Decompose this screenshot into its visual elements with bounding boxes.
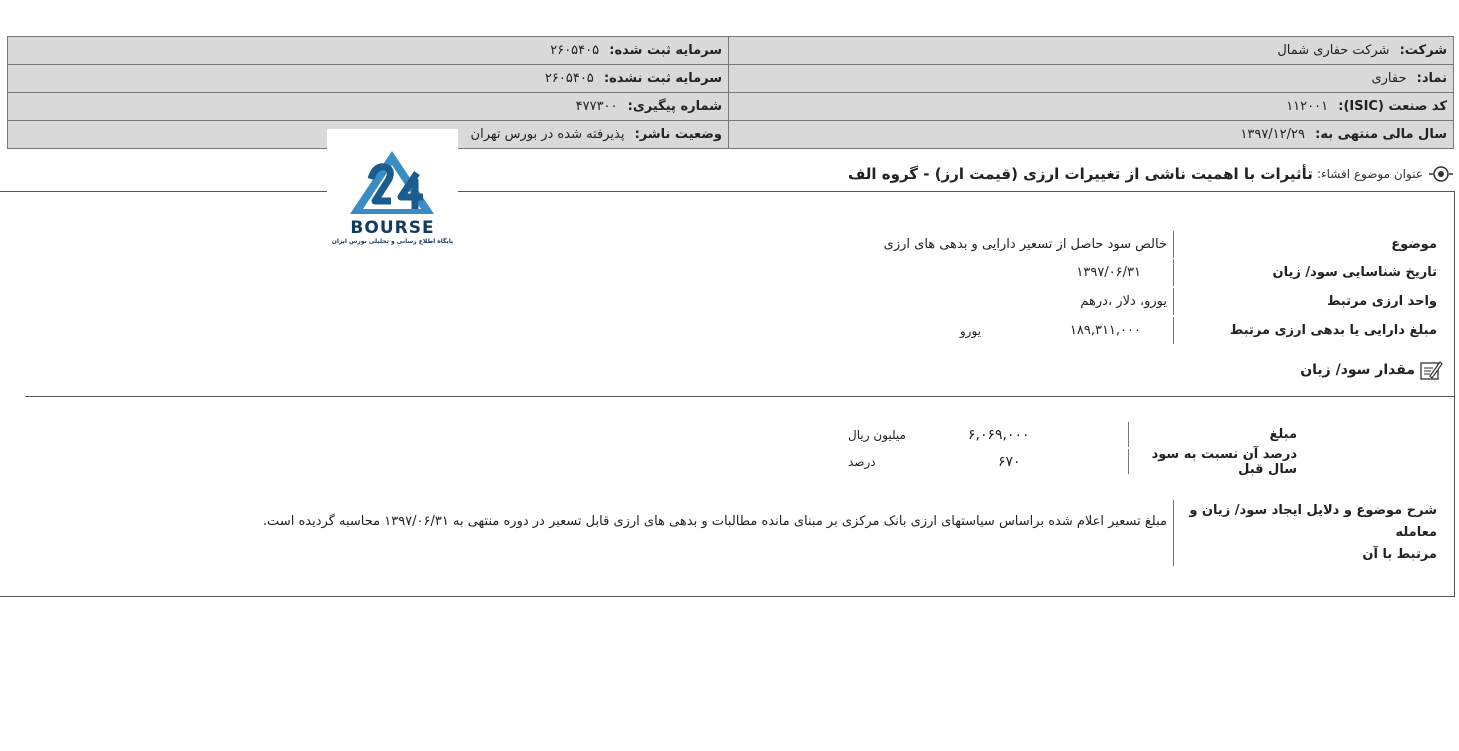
- company-info-table: [7, 36, 1454, 149]
- subject-row: [884, 231, 1443, 258]
- isic-value: ۱۱۲۰۰۱: [1286, 99, 1329, 114]
- fiscal-value: ۱۳۹۷/۱۲/۲۹: [1240, 127, 1305, 142]
- isic-cell: [729, 93, 1454, 121]
- unregistered-capital-label: سرمایه ثبت نشده:: [603, 71, 722, 86]
- divider: [25, 396, 1455, 397]
- profit-amount-label: مبلغ: [1128, 422, 1303, 447]
- frame-border: [0, 596, 1455, 597]
- topic-label: عنوان موضوع افشاء:: [1316, 167, 1423, 181]
- description-text: [263, 500, 1173, 566]
- amount-row: [960, 317, 1443, 344]
- publisher-status-label: وضعیت ناشر:: [634, 127, 722, 142]
- registered-capital-label: سرمایه ثبت شده:: [609, 43, 722, 58]
- divider: [0, 191, 1455, 192]
- topic-title: تأثیرات با اهمیت ناشی از تغییرات ارزی (قیمت ارز) - گروه الف: [847, 165, 1313, 183]
- frame-border: [1454, 192, 1455, 596]
- profit-section-title: [1300, 358, 1443, 382]
- description-body: مبلغ تسعیر اعلام شده براساس سیاستهای ارزی بانک مرکزی بر مبنای مانده مطالبات و بدهی های ارزی قابل تسعیر در دوره منتهی به ۱۳۹۷/۰۶/۳۱ محاسبه گردیده است.: [262, 514, 1167, 529]
- registered-capital-value: ۲۶۰۵۴۰۵: [550, 43, 600, 58]
- bourse24-logo: [327, 129, 458, 257]
- info-row: [8, 121, 1454, 149]
- logo-text: BOURSE: [350, 218, 435, 238]
- logo-mark-icon: [327, 129, 458, 219]
- tracking-cell: [8, 93, 729, 121]
- profit-percent-value: ۶۷۰: [998, 453, 1021, 470]
- symbol-label: نماد:: [1416, 71, 1447, 86]
- amount-unit: یورو: [959, 323, 981, 338]
- tracking-label: شماره پیگیری:: [627, 99, 722, 114]
- description-label-line1: شرح موضوع و دلایل ایجاد سود/ زیان و معامله: [1189, 503, 1437, 540]
- fiscal-label: سال مالی منتهی به:: [1315, 127, 1447, 142]
- publisher-status-value: پذیرفته شده در بورس تهران: [470, 127, 625, 142]
- currency-value: یورو، دلار ،درهم: [1080, 294, 1167, 309]
- subject-label: موضوع: [1173, 231, 1443, 258]
- profit-amount-unit: میلیون ریال: [848, 427, 906, 442]
- currency-label: واحد ارزی مرتبط: [1173, 288, 1443, 315]
- profit-section-label: مقدار سود/ زیان: [1300, 362, 1415, 378]
- description-label-line2: مرتبط با آن: [1362, 547, 1437, 562]
- company-label: شرکت:: [1399, 43, 1447, 58]
- symbol-value: حفاری: [1371, 71, 1407, 86]
- info-row: [8, 93, 1454, 121]
- description-row: [263, 500, 1443, 566]
- unregistered-capital-value: ۲۶۰۵۴۰۵: [544, 71, 594, 86]
- profit-amount-row: [848, 422, 1303, 447]
- date-label: تاریخ شناسایی سود/ زیان: [1173, 259, 1443, 286]
- amount-value: ۱۸۹,۳۱۱,۰۰۰: [1069, 323, 1141, 338]
- unregistered-capital-cell: [8, 65, 729, 93]
- company-cell: [729, 37, 1454, 65]
- tracking-value: ۴۷۷۳۰۰: [575, 99, 618, 114]
- fiscal-cell: [729, 121, 1454, 149]
- profit-percent-label: درصد آن نسبت به سود سال قبل: [1128, 449, 1303, 474]
- currency-row: [1080, 288, 1443, 315]
- date-value: ۱۳۹۷/۰۶/۳۱: [1076, 265, 1141, 280]
- isic-label: کد صنعت (ISIC):: [1338, 99, 1447, 114]
- subject-value: خالص سود حاصل از تسعیر دارایی و بدهی های ارزی: [883, 237, 1167, 252]
- profit-percent-row: [848, 446, 1303, 477]
- description-label: [1173, 500, 1443, 566]
- company-value: شرکت حفاری شمال: [1277, 43, 1390, 58]
- symbol-cell: [729, 65, 1454, 93]
- amount-label: مبلغ دارایی یا بدهی ارزی مرتبط: [1173, 317, 1443, 344]
- info-row: [8, 37, 1454, 65]
- target-icon: [1429, 162, 1453, 186]
- logo-subtitle: پایگاه اطلاع رسانی و تحلیلی بورس ایران: [331, 238, 454, 245]
- profit-percent-unit: درصد: [848, 454, 876, 469]
- profit-amount-value: ۶,۰۶۹,۰۰۰: [968, 426, 1030, 443]
- date-row: [1076, 259, 1443, 286]
- disclosure-topic: [848, 160, 1453, 188]
- info-row: [8, 65, 1454, 93]
- registered-capital-cell: [8, 37, 729, 65]
- edit-icon: [1419, 359, 1443, 381]
